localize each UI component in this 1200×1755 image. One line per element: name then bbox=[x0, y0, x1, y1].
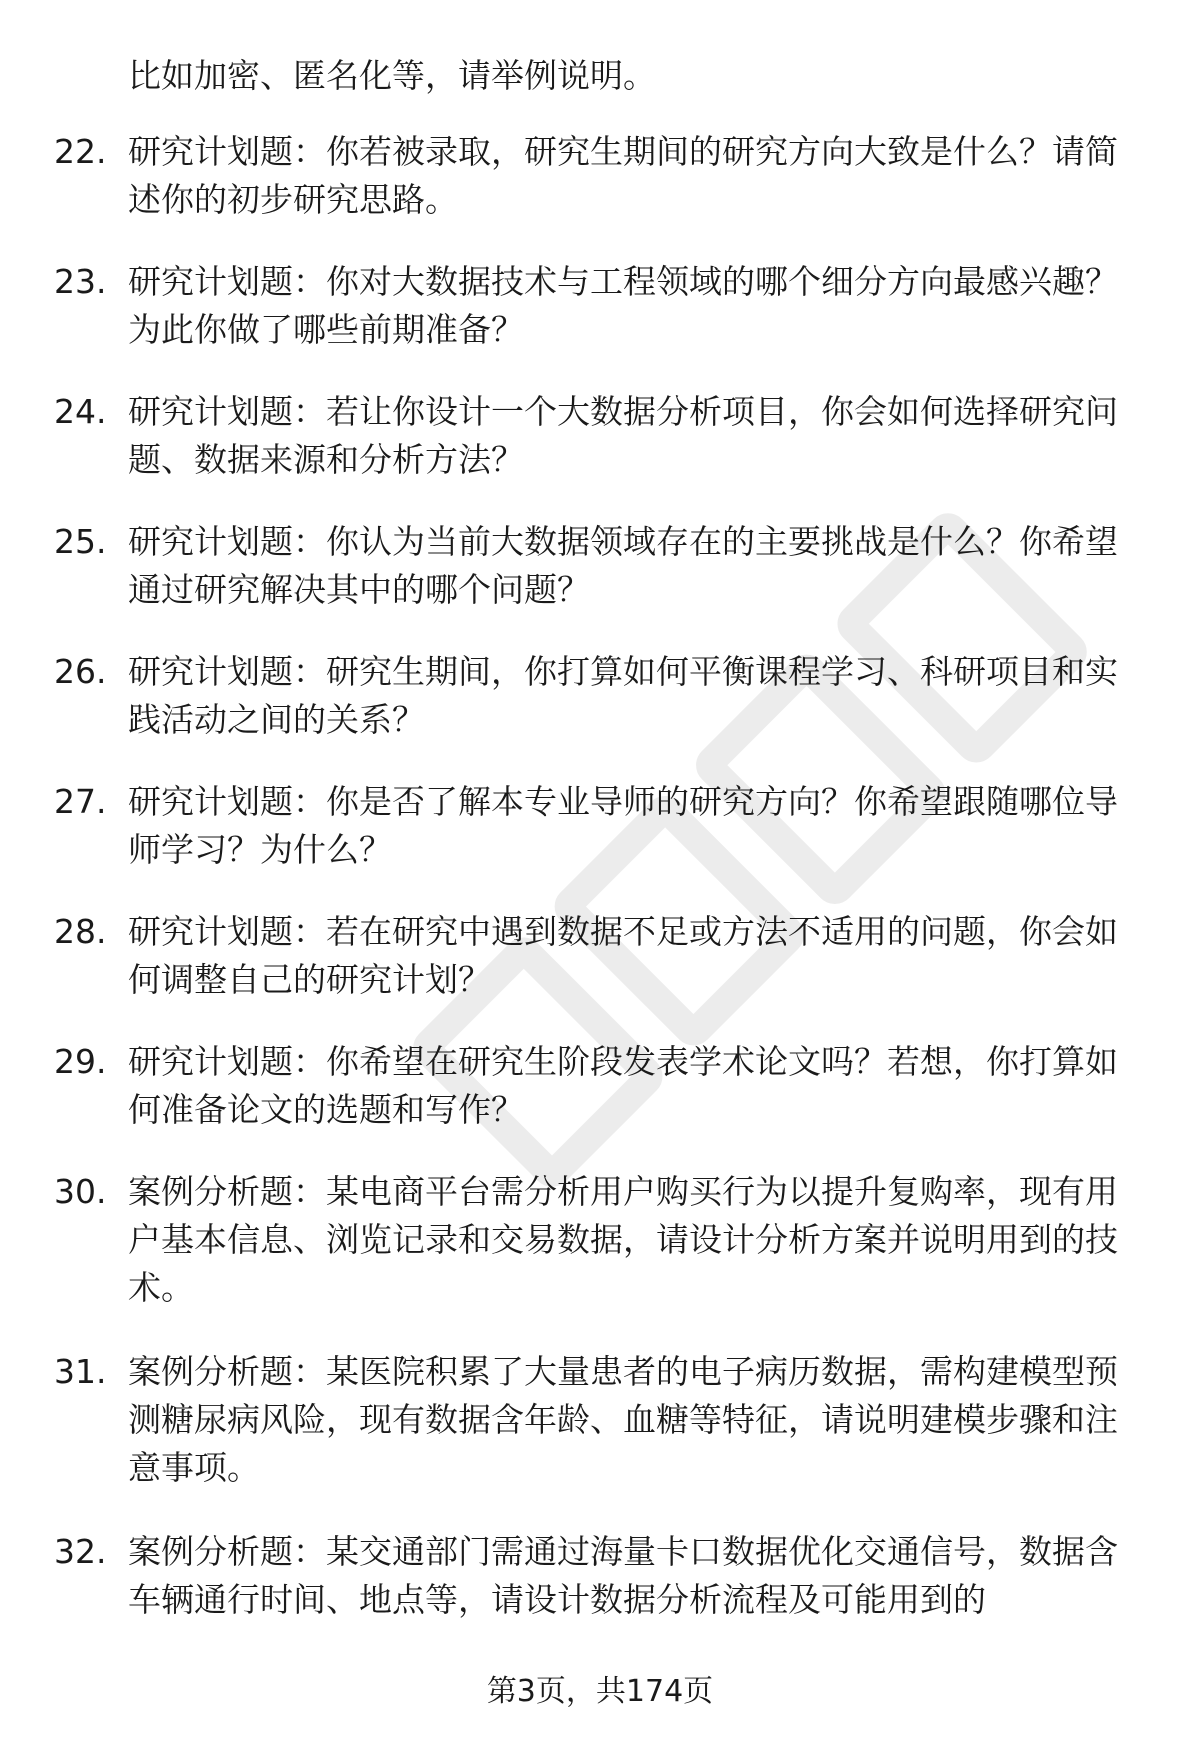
question-number: 32. bbox=[54, 1532, 107, 1571]
question-text: 研究计划题：若在研究中遇到数据不足或方法不适用的问题，你会如何调整自己的研究计划？ bbox=[128, 912, 1118, 999]
question-number: 23. bbox=[54, 262, 107, 301]
question-number: 28. bbox=[54, 912, 107, 951]
page-footer: 第3页，共174页 bbox=[486, 1674, 714, 1709]
question-text: 案例分析题：某电商平台需分析用户购买行为以提升复购率，现有用户基本信息、浏览记录和交易数据，请设计分析方案并说明用到的技术。 bbox=[128, 1172, 1118, 1307]
question-number: 25. bbox=[54, 522, 107, 561]
question-number: 30. bbox=[54, 1172, 107, 1211]
question-text: 研究计划题：研究生期间，你打算如何平衡课程学习、科研项目和实践活动之间的关系？ bbox=[128, 652, 1118, 739]
question-text: 案例分析题：某交通部门需通过海量卡口数据优化交通信号，数据含车辆通行时间、地点等，请设计数据分析流程及可能用到的 bbox=[128, 1532, 1118, 1619]
question-text: 研究计划题：你认为当前大数据领域存在的主要挑战是什么？你希望通过研究解决其中的哪个问题？ bbox=[128, 522, 1118, 609]
question-text: 案例分析题：某医院积累了大量患者的电子病历数据，需构建模型预测糖尿病风险，现有数据含年龄、血糖等特征，请说明建模步骤和注意事项。 bbox=[128, 1352, 1118, 1487]
question-number: 27. bbox=[54, 782, 107, 821]
question-text: 研究计划题：你希望在研究生阶段发表学术论文吗？若想，你打算如何准备论文的选题和写作？ bbox=[128, 1042, 1118, 1129]
continuation-text: 比如加密、匿名化等，请举例说明。 bbox=[128, 56, 656, 95]
question-text: 研究计划题：你是否了解本专业导师的研究方向？你希望跟随哪位导师学习？为什么？ bbox=[128, 782, 1118, 869]
question-text: 研究计划题：你对大数据技术与工程领域的哪个细分方向最感兴趣？为此你做了哪些前期准备？ bbox=[128, 262, 1118, 349]
question-number: 31. bbox=[54, 1352, 107, 1391]
question-number: 26. bbox=[54, 652, 107, 691]
question-number: 22. bbox=[54, 132, 107, 171]
question-number: 29. bbox=[54, 1042, 107, 1081]
question-number: 24. bbox=[54, 392, 107, 431]
question-text: 研究计划题：你若被录取，研究生期间的研究方向大致是什么？请简述你的初步研究思路。 bbox=[128, 132, 1118, 219]
question-text: 研究计划题：若让你设计一个大数据分析项目，你会如何选择研究问题、数据来源和分析方法？ bbox=[128, 392, 1118, 479]
